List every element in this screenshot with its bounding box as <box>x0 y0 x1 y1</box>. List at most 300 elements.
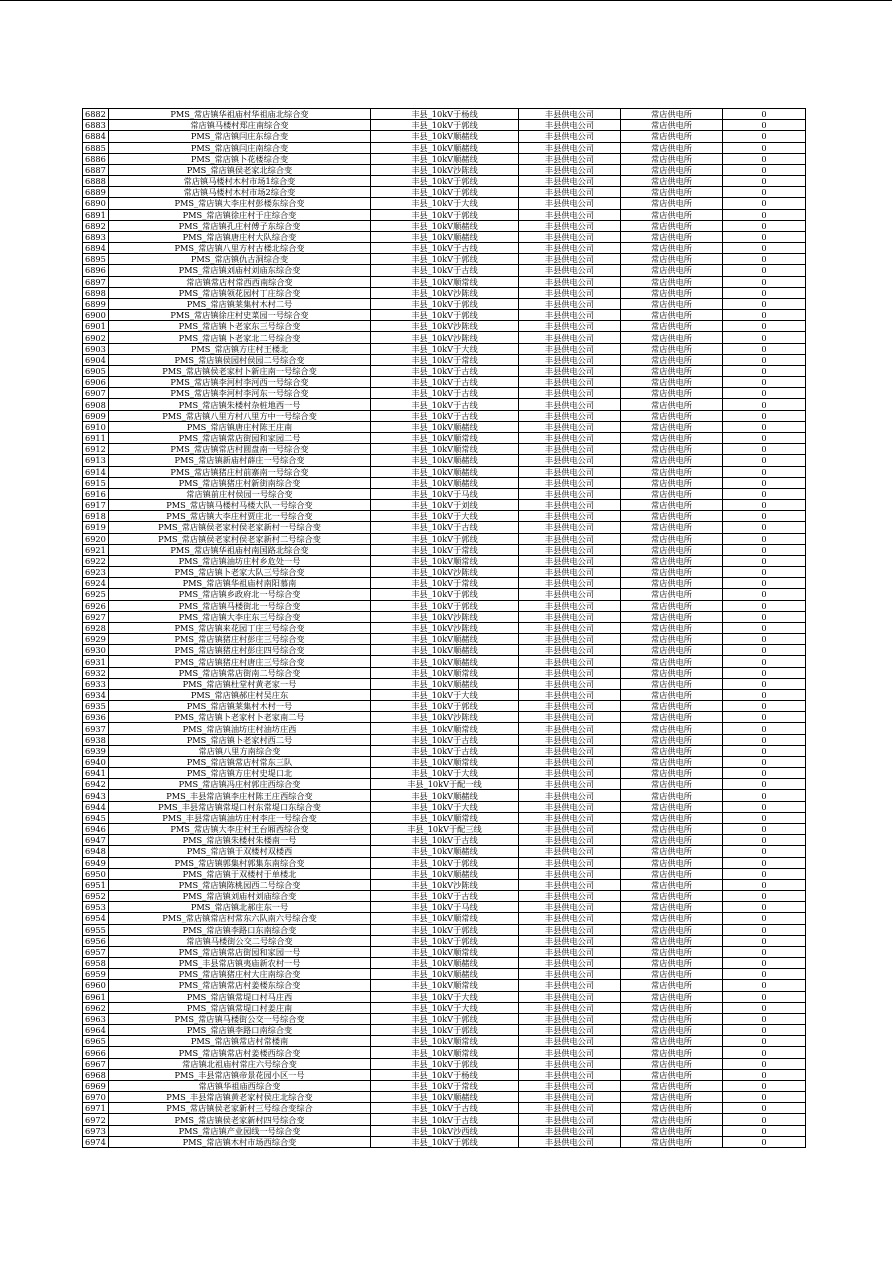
line-cell: 丰县_10kV沙陈线 <box>371 164 519 175</box>
line-cell: 丰县_10kV于常线 <box>371 578 519 589</box>
station-cell: 常店供电所 <box>621 913 723 924</box>
table-row <box>83 120 806 131</box>
count-cell: 0 <box>723 958 806 969</box>
count-cell: 0 <box>723 678 806 689</box>
line-cell: 丰县_10kV沙陈线 <box>371 332 519 343</box>
count-cell: 0 <box>723 1069 806 1080</box>
name-cell: PMS_常店镇华祖庙村南国路北综合变 <box>109 544 371 555</box>
company-cell: 丰县供电公司 <box>519 432 621 443</box>
line-cell: 丰县_10kV于古线 <box>371 1114 519 1125</box>
table-row <box>83 689 806 700</box>
row-number-cell: 6909 <box>83 410 109 421</box>
row-number-cell: 6933 <box>83 678 109 689</box>
company-cell: 丰县供电公司 <box>519 779 621 790</box>
table-row <box>83 187 806 198</box>
line-cell: 丰县_10kV顺赭线 <box>371 231 519 242</box>
table-row <box>83 1092 806 1103</box>
line-cell: 丰县_10kV于古线 <box>371 388 519 399</box>
count-cell: 0 <box>723 488 806 499</box>
table-row <box>83 578 806 589</box>
line-cell: 丰县_10kV顺赭线 <box>371 634 519 645</box>
company-cell: 丰县供电公司 <box>519 1069 621 1080</box>
table-row <box>83 1036 806 1047</box>
count-cell: 0 <box>723 756 806 767</box>
name-cell: PMS_常店镇猪庄村彭庄三号综合变 <box>109 634 371 645</box>
company-cell: 丰县供电公司 <box>519 555 621 566</box>
row-number-cell: 6925 <box>83 589 109 600</box>
company-cell: 丰县供电公司 <box>519 254 621 265</box>
company-cell: 丰县供电公司 <box>519 589 621 600</box>
count-cell: 0 <box>723 287 806 298</box>
row-number-cell: 6911 <box>83 432 109 443</box>
line-cell: 丰县_10kV顺赭线 <box>371 969 519 980</box>
name-cell: 常店镇八里方南综合变 <box>109 745 371 756</box>
table-row <box>83 924 806 935</box>
row-number-cell: 6906 <box>83 377 109 388</box>
company-cell: 丰县供电公司 <box>519 500 621 511</box>
row-number-cell: 6966 <box>83 1047 109 1058</box>
row-number-cell: 6972 <box>83 1114 109 1125</box>
count-cell: 0 <box>723 879 806 890</box>
table-row <box>83 589 806 600</box>
line-cell: 丰县_10kV于郭线 <box>371 924 519 935</box>
count-cell: 0 <box>723 555 806 566</box>
name-cell: PMS_常店镇新庙村薛庄一号综合变 <box>109 455 371 466</box>
table-row <box>83 444 806 455</box>
line-cell: 丰县_10kV顺赭线 <box>371 455 519 466</box>
count-cell: 0 <box>723 946 806 957</box>
count-cell: 0 <box>723 913 806 924</box>
line-cell: 丰县_10kV于古线 <box>371 745 519 756</box>
count-cell: 0 <box>723 1058 806 1069</box>
station-cell: 常店供电所 <box>621 701 723 712</box>
count-cell: 0 <box>723 377 806 388</box>
table-row <box>83 667 806 678</box>
line-cell: 丰县_10kV于郭线 <box>371 589 519 600</box>
count-cell: 0 <box>723 131 806 142</box>
count-cell: 0 <box>723 388 806 399</box>
station-cell: 常店供电所 <box>621 142 723 153</box>
line-cell: 丰县_10kV于古线 <box>371 410 519 421</box>
station-cell: 常店供电所 <box>621 734 723 745</box>
table-row <box>83 935 806 946</box>
count-cell: 0 <box>723 243 806 254</box>
company-cell: 丰县供电公司 <box>519 354 621 365</box>
count-cell: 0 <box>723 1013 806 1024</box>
name-cell: PMS_常店镇八里方村古楼北综合变 <box>109 243 371 254</box>
station-cell: 常店供电所 <box>621 354 723 365</box>
company-cell: 丰县供电公司 <box>519 265 621 276</box>
table-row <box>83 801 806 812</box>
station-cell: 常店供电所 <box>621 645 723 656</box>
table-row <box>83 1013 806 1024</box>
name-cell: PMS_常店镇常店街园和家园二号 <box>109 432 371 443</box>
row-number-cell: 6929 <box>83 634 109 645</box>
station-cell: 常店供电所 <box>621 511 723 522</box>
name-cell: PMS_常店镇常店村常东六队南六号综合变 <box>109 913 371 924</box>
count-cell: 0 <box>723 209 806 220</box>
station-cell: 常店供电所 <box>621 567 723 578</box>
station-cell: 常店供电所 <box>621 1114 723 1125</box>
count-cell: 0 <box>723 321 806 332</box>
line-cell: 丰县_10kV于古线 <box>371 243 519 254</box>
company-cell: 丰县供电公司 <box>519 1025 621 1036</box>
count-cell: 0 <box>723 533 806 544</box>
count-cell: 0 <box>723 935 806 946</box>
company-cell: 丰县供电公司 <box>519 176 621 187</box>
company-cell: 丰县供电公司 <box>519 1058 621 1069</box>
row-number-cell: 6903 <box>83 343 109 354</box>
row-number-cell: 6973 <box>83 1125 109 1136</box>
name-cell: PMS_常店镇于双楼村双楼西 <box>109 846 371 857</box>
table-row <box>83 399 806 410</box>
line-cell: 丰县_10kV于大线 <box>371 511 519 522</box>
name-cell: PMS_常店镇木村市场西综合变 <box>109 1136 371 1147</box>
count-cell: 0 <box>723 1036 806 1047</box>
row-number-cell: 6936 <box>83 712 109 723</box>
count-cell: 0 <box>723 265 806 276</box>
name-cell: PMS_常店镇冯庄村郭庄西综合变 <box>109 779 371 790</box>
count-cell: 0 <box>723 231 806 242</box>
company-cell: 丰县供电公司 <box>519 734 621 745</box>
count-cell: 0 <box>723 857 806 868</box>
station-cell: 常店供电所 <box>621 365 723 376</box>
company-cell: 丰县供电公司 <box>519 924 621 935</box>
name-cell: PMS_常店镇方庄村王楼北 <box>109 343 371 354</box>
table-row <box>83 913 806 924</box>
row-number-cell: 6942 <box>83 779 109 790</box>
table-row <box>83 868 806 879</box>
count-cell: 0 <box>723 198 806 209</box>
line-cell: 丰县_10kV沙陈线 <box>371 611 519 622</box>
name-cell: PMS_常店镇侯老家新村三号综合变综合 <box>109 1103 371 1114</box>
line-cell: 丰县_10kV沙陈线 <box>371 712 519 723</box>
count-cell: 0 <box>723 969 806 980</box>
name-cell: PMS_常店镇唐庄村大队综合变 <box>109 231 371 242</box>
station-cell: 常店供电所 <box>621 421 723 432</box>
name-cell: PMS_常店镇常店村常楼南 <box>109 1036 371 1047</box>
name-cell: PMS_常店镇郭集村郭集东南综合变 <box>109 857 371 868</box>
company-cell: 丰县供电公司 <box>519 868 621 879</box>
line-cell: 丰县_10kV于马线 <box>371 488 519 499</box>
table-row <box>83 812 806 823</box>
line-cell: 丰县_10kV于郭线 <box>371 298 519 309</box>
count-cell: 0 <box>723 455 806 466</box>
line-cell: 丰县_10kV于郭线 <box>371 1136 519 1147</box>
line-cell: 丰县_10kV于郭线 <box>371 120 519 131</box>
table-row <box>83 466 806 477</box>
row-number-cell: 6904 <box>83 354 109 365</box>
line-cell: 丰县_10kV顺赭线 <box>371 645 519 656</box>
station-cell: 常店供电所 <box>621 187 723 198</box>
station-cell: 常店供电所 <box>621 164 723 175</box>
name-cell: PMS_常店镇卜老家村西二号 <box>109 734 371 745</box>
name-cell: PMS_常店镇朱楼村朱楼南一号 <box>109 835 371 846</box>
line-cell: 丰县_10kV顺常线 <box>371 667 519 678</box>
name-cell: PMS_常店镇领花园村丁庄综合变 <box>109 287 371 298</box>
count-cell: 0 <box>723 656 806 667</box>
station-cell: 常店供电所 <box>621 1103 723 1114</box>
company-cell: 丰县供电公司 <box>519 567 621 578</box>
station-cell: 常店供电所 <box>621 198 723 209</box>
row-number-cell: 6885 <box>83 142 109 153</box>
count-cell: 0 <box>723 980 806 991</box>
name-cell: PMS_常店镇李河村李河西一号综合变 <box>109 377 371 388</box>
company-cell: 丰县供电公司 <box>519 913 621 924</box>
company-cell: 丰县供电公司 <box>519 846 621 857</box>
company-cell: 丰县供电公司 <box>519 790 621 801</box>
line-cell: 丰县_10kV顺常线 <box>371 812 519 823</box>
count-cell: 0 <box>723 276 806 287</box>
station-cell: 常店供电所 <box>621 254 723 265</box>
line-cell: 丰县_10kV于古线 <box>371 365 519 376</box>
line-cell: 丰县_10kV顺赭线 <box>371 220 519 231</box>
name-cell: PMS_常店镇侯老家村侯老家新村二号综合变 <box>109 533 371 544</box>
station-cell: 常店供电所 <box>621 634 723 645</box>
count-cell: 0 <box>723 120 806 131</box>
row-number-cell: 6959 <box>83 969 109 980</box>
line-cell: 丰县_10kV沙陈线 <box>371 321 519 332</box>
count-cell: 0 <box>723 578 806 589</box>
name-cell: 常店镇北祖庙村常庄六号综合变 <box>109 1058 371 1069</box>
line-cell: 丰县_10kV顺常线 <box>371 1036 519 1047</box>
row-number-cell: 6958 <box>83 958 109 969</box>
table-row <box>83 310 806 321</box>
row-number-cell: 6965 <box>83 1036 109 1047</box>
table-row <box>83 276 806 287</box>
count-cell: 0 <box>723 1114 806 1125</box>
table-row <box>83 332 806 343</box>
line-cell: 丰县_10kV于郭线 <box>371 187 519 198</box>
station-cell: 常店供电所 <box>621 891 723 902</box>
station-cell: 常店供电所 <box>621 812 723 823</box>
row-number-cell: 6897 <box>83 276 109 287</box>
table-row <box>83 790 806 801</box>
station-cell: 常店供电所 <box>621 589 723 600</box>
count-cell: 0 <box>723 164 806 175</box>
row-number-cell: 6883 <box>83 120 109 131</box>
count-cell: 0 <box>723 1047 806 1058</box>
station-cell: 常店供电所 <box>621 1013 723 1024</box>
row-number-cell: 6962 <box>83 1002 109 1013</box>
row-number-cell: 6894 <box>83 243 109 254</box>
table-row <box>83 723 806 734</box>
row-number-cell: 6896 <box>83 265 109 276</box>
company-cell: 丰县供电公司 <box>519 511 621 522</box>
row-number-cell: 6901 <box>83 321 109 332</box>
table-row <box>83 600 806 611</box>
table-row <box>83 343 806 354</box>
row-number-cell: 6963 <box>83 1013 109 1024</box>
station-cell: 常店供电所 <box>621 321 723 332</box>
station-cell: 常店供电所 <box>621 969 723 980</box>
company-cell: 丰县供电公司 <box>519 1103 621 1114</box>
table-row <box>83 410 806 421</box>
line-cell: 丰县_10kV沙西线 <box>371 1125 519 1136</box>
station-cell: 常店供电所 <box>621 801 723 812</box>
station-cell: 常店供电所 <box>621 287 723 298</box>
table-row <box>83 846 806 857</box>
name-cell: PMS_常店镇油坊庄村油坊庄西 <box>109 723 371 734</box>
row-number-cell: 6895 <box>83 254 109 265</box>
line-cell: 丰县_10kV于杨线 <box>371 109 519 120</box>
row-number-cell: 6921 <box>83 544 109 555</box>
company-cell: 丰县供电公司 <box>519 801 621 812</box>
line-cell: 丰县_10kV顺常线 <box>371 432 519 443</box>
table-row <box>83 254 806 265</box>
station-cell: 常店供电所 <box>621 756 723 767</box>
name-cell: PMS_丰县常店镇帝景花园小区一号 <box>109 1069 371 1080</box>
row-number-cell: 6900 <box>83 310 109 321</box>
name-cell: PMS_常店镇常堤口村姜庄南 <box>109 1002 371 1013</box>
company-cell: 丰县供电公司 <box>519 477 621 488</box>
name-cell: PMS_常店镇方庄村史堤口北 <box>109 768 371 779</box>
company-cell: 丰县供电公司 <box>519 421 621 432</box>
row-number-cell: 6952 <box>83 891 109 902</box>
company-cell: 丰县供电公司 <box>519 812 621 823</box>
line-cell: 丰县_10kV顺赭线 <box>371 1092 519 1103</box>
name-cell: PMS_常店镇仇古洞综合变 <box>109 254 371 265</box>
station-cell: 常店供电所 <box>621 857 723 868</box>
company-cell: 丰县供电公司 <box>519 678 621 689</box>
company-cell: 丰县供电公司 <box>519 287 621 298</box>
line-cell: 丰县_10kV于郭线 <box>371 1025 519 1036</box>
line-cell: 丰县_10kV于刘线 <box>371 500 519 511</box>
row-number-cell: 6971 <box>83 1103 109 1114</box>
station-cell: 常店供电所 <box>621 544 723 555</box>
company-cell: 丰县供电公司 <box>519 243 621 254</box>
line-cell: 丰县_10kV顺常线 <box>371 723 519 734</box>
line-cell: 丰县_10kV于大线 <box>371 689 519 700</box>
line-cell: 丰县_10kV顺常线 <box>371 276 519 287</box>
count-cell: 0 <box>723 723 806 734</box>
station-cell: 常店供电所 <box>621 444 723 455</box>
table-row <box>83 511 806 522</box>
station-cell: 常店供电所 <box>621 1136 723 1147</box>
count-cell: 0 <box>723 220 806 231</box>
table-row <box>83 779 806 790</box>
station-cell: 常店供电所 <box>621 109 723 120</box>
station-cell: 常店供电所 <box>621 980 723 991</box>
table-row <box>83 824 806 835</box>
line-cell: 丰县_10kV沙陈线 <box>371 567 519 578</box>
name-cell: PMS_常店镇产业园线一号综合变 <box>109 1125 371 1136</box>
line-cell: 丰县_10kV于配三线 <box>371 824 519 835</box>
company-cell: 丰县供电公司 <box>519 488 621 499</box>
company-cell: 丰县供电公司 <box>519 1092 621 1103</box>
count-cell: 0 <box>723 634 806 645</box>
count-cell: 0 <box>723 343 806 354</box>
row-number-cell: 6898 <box>83 287 109 298</box>
count-cell: 0 <box>723 1125 806 1136</box>
line-cell: 丰县_10kV顺常线 <box>371 980 519 991</box>
station-cell: 常店供电所 <box>621 678 723 689</box>
line-cell: 丰县_10kV顺赭线 <box>371 131 519 142</box>
station-cell: 常店供电所 <box>621 824 723 835</box>
line-cell: 丰县_10kV顺赭线 <box>371 153 519 164</box>
row-number-cell: 6910 <box>83 421 109 432</box>
name-cell: PMS_常店镇大李庄村贾庄北一号综合变 <box>109 511 371 522</box>
station-cell: 常店供电所 <box>621 656 723 667</box>
line-cell: 丰县_10kV于古线 <box>371 377 519 388</box>
line-cell: 丰县_10kV于常线 <box>371 354 519 365</box>
table-row <box>83 946 806 957</box>
name-cell: PMS_常店镇陈桃园西二号综合变 <box>109 879 371 890</box>
table-row <box>83 533 806 544</box>
row-number-cell: 6949 <box>83 857 109 868</box>
company-cell: 丰县供电公司 <box>519 768 621 779</box>
line-cell: 丰县_10kV于郭线 <box>371 310 519 321</box>
line-cell: 丰县_10kV顺常线 <box>371 555 519 566</box>
row-number-cell: 6927 <box>83 611 109 622</box>
line-cell: 丰县_10kV沙陈线 <box>371 287 519 298</box>
line-cell: 丰县_10kV于郭线 <box>371 254 519 265</box>
row-number-cell: 6905 <box>83 365 109 376</box>
line-cell: 丰县_10kV于古线 <box>371 891 519 902</box>
station-cell: 常店供电所 <box>621 689 723 700</box>
station-cell: 常店供电所 <box>621 1002 723 1013</box>
line-cell: 丰县_10kV顺赭线 <box>371 421 519 432</box>
count-cell: 0 <box>723 768 806 779</box>
row-number-cell: 6943 <box>83 790 109 801</box>
line-cell: 丰县_10kV于古线 <box>371 1103 519 1114</box>
name-cell: PMS_常店镇马楼街北一号综合变 <box>109 600 371 611</box>
table-row <box>83 1136 806 1147</box>
station-cell: 常店供电所 <box>621 1058 723 1069</box>
count-cell: 0 <box>723 298 806 309</box>
name-cell: PMS_常店镇莱集村木村一号 <box>109 701 371 712</box>
name-cell: PMS_常店镇卜老家北二号综合变 <box>109 332 371 343</box>
count-cell: 0 <box>723 891 806 902</box>
row-number-cell: 6924 <box>83 578 109 589</box>
station-cell: 常店供电所 <box>621 310 723 321</box>
station-cell: 常店供电所 <box>621 1047 723 1058</box>
company-cell: 丰县供电公司 <box>519 120 621 131</box>
row-number-cell: 6914 <box>83 466 109 477</box>
station-cell: 常店供电所 <box>621 790 723 801</box>
name-cell: 常店镇马楼村郑庄南综合变 <box>109 120 371 131</box>
company-cell: 丰县供电公司 <box>519 667 621 678</box>
line-cell: 丰县_10kV于常线 <box>371 1080 519 1091</box>
row-number-cell: 6886 <box>83 153 109 164</box>
table-row <box>83 109 806 120</box>
name-cell: PMS_常店镇侯老家新村四号综合变 <box>109 1114 371 1125</box>
row-number-cell: 6889 <box>83 187 109 198</box>
station-cell: 常店供电所 <box>621 343 723 354</box>
row-number-cell: 6899 <box>83 298 109 309</box>
row-number-cell: 6974 <box>83 1136 109 1147</box>
name-cell: PMS_常店镇猪庄村大庄南综合变 <box>109 969 371 980</box>
count-cell: 0 <box>723 902 806 913</box>
row-number-cell: 6908 <box>83 399 109 410</box>
company-cell: 丰县供电公司 <box>519 332 621 343</box>
station-cell: 常店供电所 <box>621 243 723 254</box>
row-number-cell: 6918 <box>83 511 109 522</box>
station-cell: 常店供电所 <box>621 410 723 421</box>
table-row <box>83 354 806 365</box>
row-number-cell: 6955 <box>83 924 109 935</box>
row-number-cell: 6957 <box>83 946 109 957</box>
count-cell: 0 <box>723 779 806 790</box>
company-cell: 丰县供电公司 <box>519 622 621 633</box>
name-cell: PMS_常店镇刘庙村刘庙综合变 <box>109 891 371 902</box>
company-cell: 丰县供电公司 <box>519 578 621 589</box>
company-cell: 丰县供电公司 <box>519 1114 621 1125</box>
table-row <box>83 835 806 846</box>
line-cell: 丰县_10kV于大线 <box>371 198 519 209</box>
line-cell: 丰县_10kV于古线 <box>371 522 519 533</box>
name-cell: PMS_常店镇于双楼村于单楼北 <box>109 868 371 879</box>
